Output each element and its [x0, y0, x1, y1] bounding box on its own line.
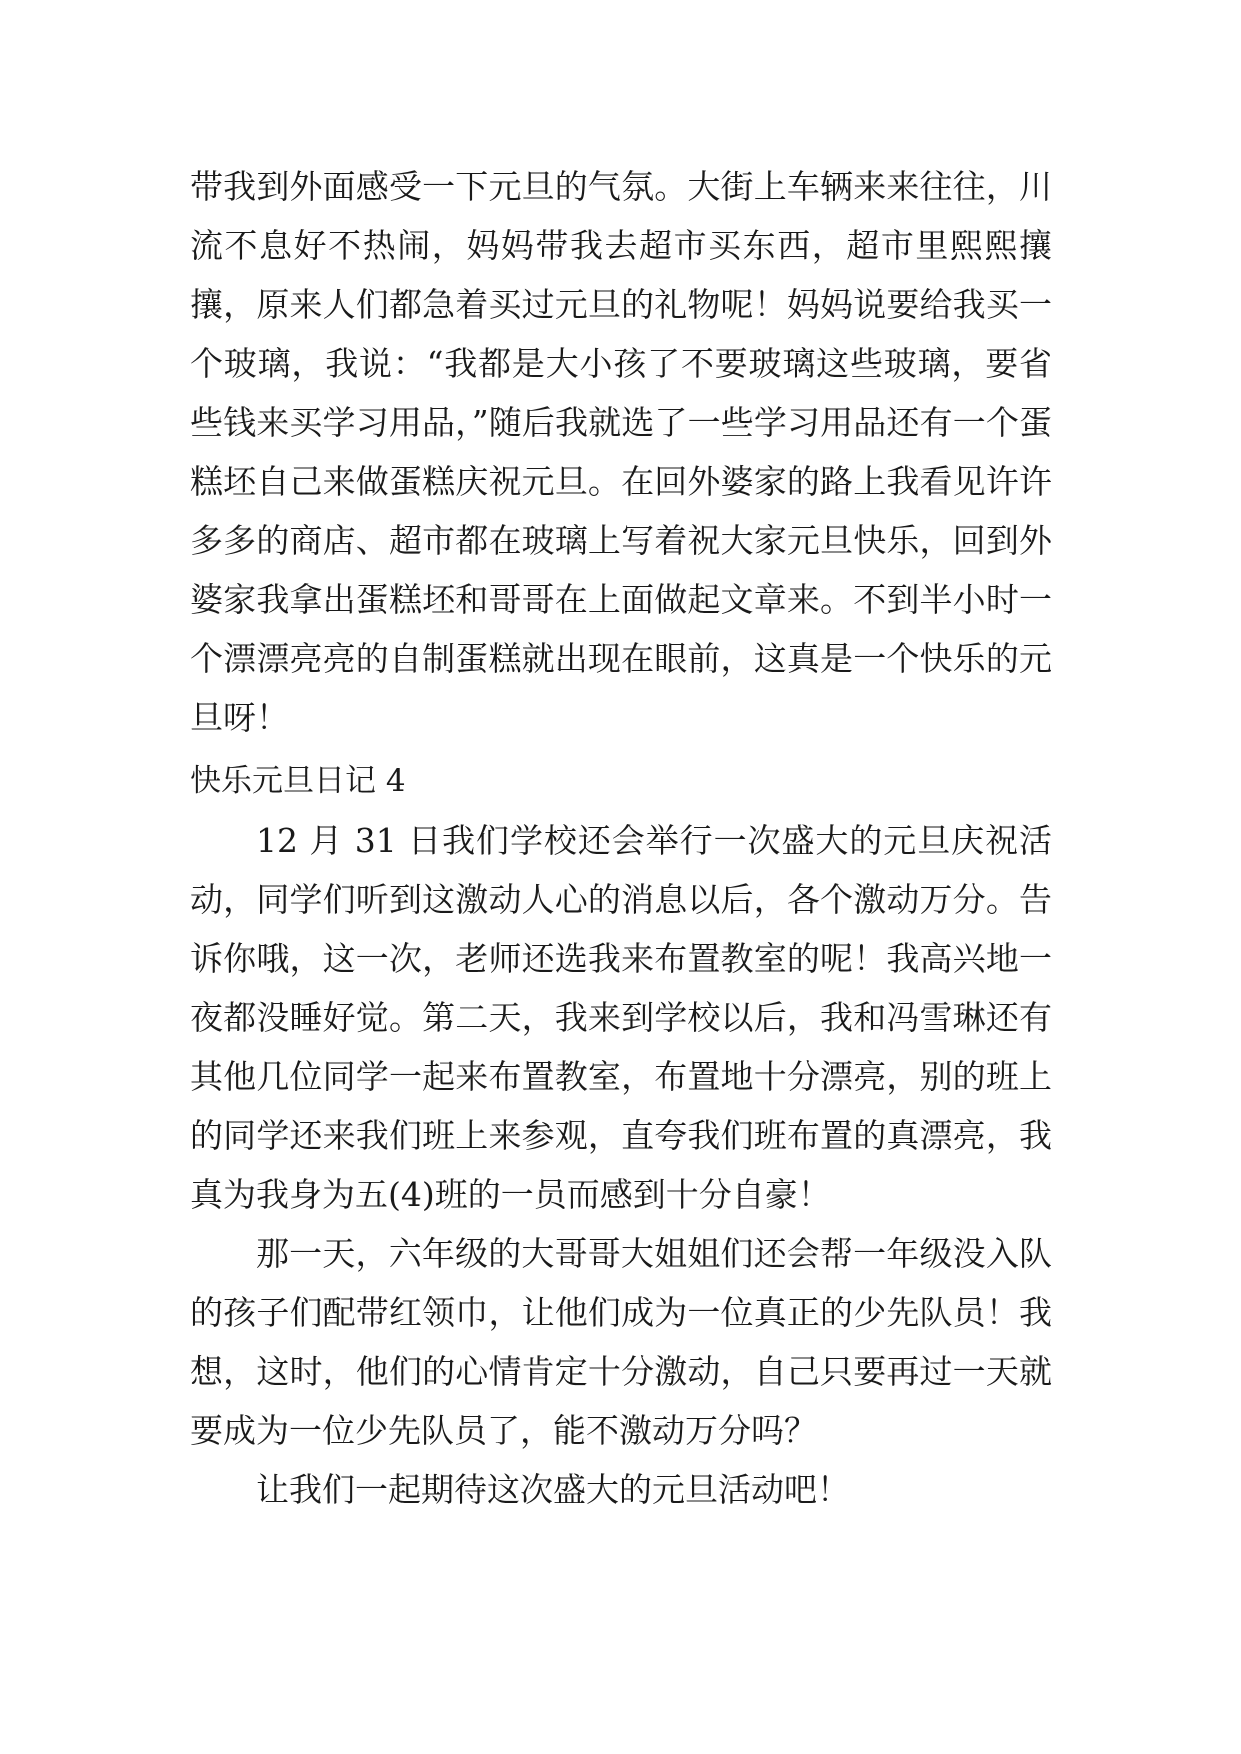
section-heading: 快乐元旦日记 4 [190, 763, 406, 799]
continued-paragraph [190, 157, 1052, 747]
paragraph-2: 那一天，六年级的大哥哥大姐姐们还会帮一年级没入队的孩子们配带红领巾，让他们成为一位真正的少先队员！我想，这时，他们的心情肯定十分激动，自己只要再过一天就要成为一位少先队员了，能不激动万分吗？ [190, 1234, 1052, 1450]
diary-entry-body [190, 811, 1052, 1519]
paragraph-1: 12 月 31 日我们学校还会举行一次盛大的元旦庆祝活动，同学们听到这激动人心的消息以后，各个激动万分。告诉你哦，这一次，老师还选我来布置教室的呢！我高兴地一夜都没睡好觉。第二天，我来到学校以后，我和冯雪琳还有其他几位同学一起来布置教室，布置地十分漂亮，别的班上的同学还来我们班上来参观，直夸我们班布置的真漂亮，我真为我身为五(4)班的一员而感到十分自豪！ [190, 821, 1052, 1214]
paragraph-text: 带我到外面感受一下元旦的气氛。大街上车辆来来往往，川流不息好不热闹，妈妈带我去超市买东西，超市里熙熙攘攘，原来人们都急着买过元旦的礼物呢！妈妈说要给我买一个玻璃，我说：“我都是大小孩了不要玻璃这些玻璃，要省些钱来买学习用品，”随后我就选了一些学习用品还有一个蛋糕坯自己来做蛋糕庆祝元旦。在回外婆家的路上我看见许许多多的商店、超市都在玻璃上写着祝大家元旦快乐，回到外婆家我拿出蛋糕坯和哥哥在上面做起文章来。不到半小时一个漂漂亮亮的自制蛋糕就出现在眼前，这真是一个快乐的元旦呀！ [190, 167, 1052, 737]
paragraph-3: 让我们一起期待这次盛大的元旦活动吧！ [256, 1470, 850, 1509]
